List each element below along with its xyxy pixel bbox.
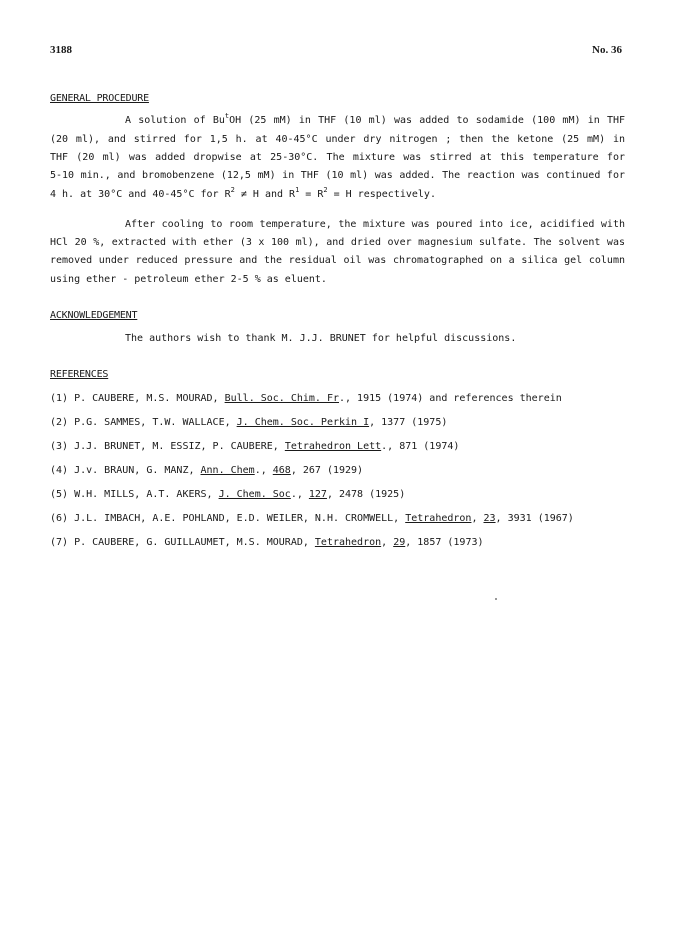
paragraph-2-line-4: using ether - petroleum ether 2-5 % as eluent.: [50, 274, 327, 285]
volume-number: 23: [483, 513, 496, 524]
reference-2: (2) P.G. SAMMES, T.W. WALLACE, J. Chem. Soc. Perkin I, 1377 (1975): [50, 417, 448, 428]
volume-number: 127: [308, 489, 327, 500]
reference-5: (5) W.H. MILLS, A.T. AKERS, J. Chem. Soc., 127, 2478 (1925): [50, 489, 406, 500]
paragraph-1-line-5: 4 h. at 30°C and 40-45°C for $R^2 \ne H$ and $R^1 = R^2 = H$ respectively.: [50, 186, 436, 200]
section-heading-references: REFERENCES: [50, 369, 109, 380]
reference-6: (6) J.L. IMBACH, A.E. POHLAND, E.D. WEILER, N.H. CROMWELL, Tetrahedron, 23, 3931 (1967): [50, 513, 574, 524]
paragraph-2-line-3: removed under reduced pressure and the residual oil was chromatographed on a silica gel column: [50, 255, 625, 266]
paragraph-1-line-3: THF (20 ml) was added dropwise at 25-30°C. The mixture was stirred at this temperature for: [50, 152, 625, 163]
journal-name: Tetrahedron: [314, 537, 382, 548]
reference-3: (3) J.J. BRUNET, M. ESSIZ, P. CAUBERE, Tetrahedron Lett., 871 (1974): [50, 441, 460, 452]
journal-name: J. Chem. Soc: [218, 489, 291, 500]
volume-number: 468: [272, 465, 291, 476]
paragraph-2-line-1: After cooling to room temperature, the mixture was poured into ice, acidified with: [125, 219, 625, 230]
volume-number: 29: [393, 537, 406, 548]
page-header: [50, 44, 622, 60]
section-heading-acknowledgement: ACKNOWLEDGEMENT: [50, 310, 138, 321]
section-heading-general-procedure: GENERAL PROCEDURE: [50, 93, 149, 104]
reference-4: (4) J.v. BRAUN, G. MANZ, Ann. Chem., 468, 267 (1929): [50, 465, 364, 476]
journal-name: Tetrahedron: [405, 513, 472, 524]
paragraph-1-line-2: (20 ml), and stirred for 1,5 h. at 40-45°C under dry nitrogen ; then the ketone (25 mM) in: [50, 134, 625, 145]
speck-mark: [495, 598, 497, 600]
reference-1: (1) P. CAUBERE, M.S. MOURAD, Bull. Soc. Chim. Fr., 1915 (1974) and references therein: [50, 393, 562, 404]
journal-name: Ann. Chem: [200, 465, 255, 476]
paragraph-1-line-1: A solution of Bu$^t$OH (25 mM) in THF (10 ml) was added to sodamide (100 mM) in THF: [125, 112, 626, 126]
issue-number: No. 36: [592, 44, 622, 56]
journal-name: Tetrahedron Lett: [284, 441, 382, 452]
acknowledgement-text: The authors wish to thank M. J.J. BRUNET for helpful discussions.: [125, 333, 517, 344]
journal-name: Bull. Soc. Chim. Fr: [224, 393, 339, 404]
journal-name: J. Chem. Soc. Perkin I: [236, 417, 370, 428]
reference-7: (7) P. CAUBERE, G. GUILLAUMET, M.S. MOURAD, Tetrahedron, 29, 1857 (1973): [50, 537, 484, 548]
paragraph-2-line-2: HCl 20 %, extracted with ether (3 x 100 ml), and dried over magnesium sulfate. The solvent was: [50, 237, 625, 248]
paragraph-1-line-4: 5-10 min., and bromobenzene (12,5 mM) in THF (10 ml) was added. The reaction was continued for: [50, 170, 625, 181]
page-number: 3188: [50, 44, 72, 56]
